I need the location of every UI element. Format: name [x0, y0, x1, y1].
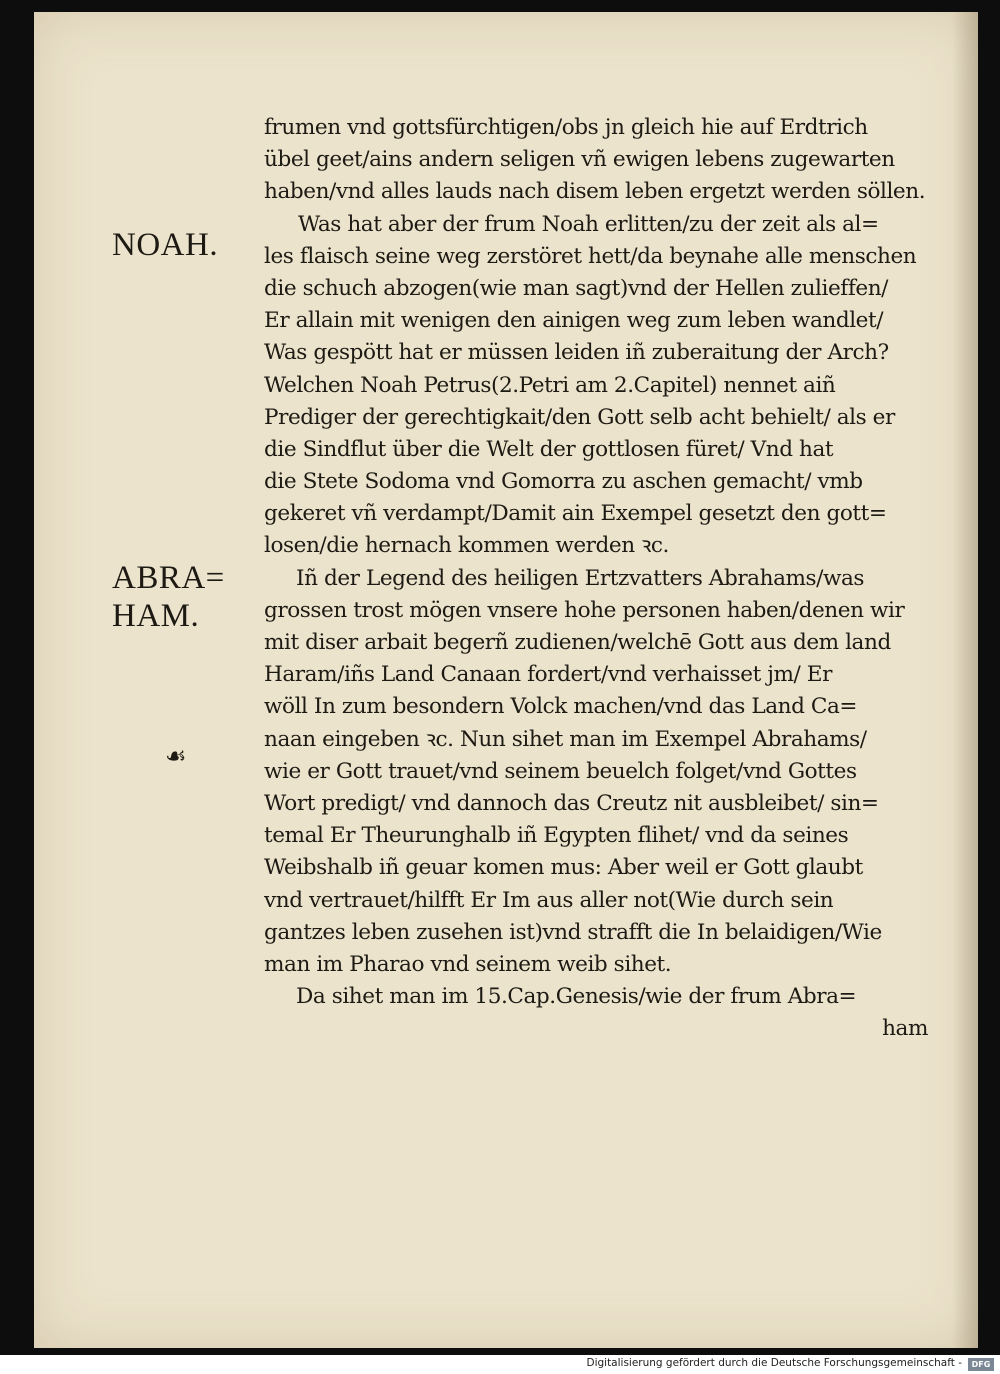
text-line: Weibshalb iñ geuar komen mus: Aber weil er Gott glaubt [264, 855, 863, 881]
text-line: Welchen Noah Petrus(2.Petri am 2.Capitel) nennet aiñ [264, 372, 836, 398]
text-line: Da sihet man im 15.Cap.Genesis/wie der frum Abra= [296, 984, 857, 1010]
text-line: Wort predigt/ vnd dannoch das Creutz nit ausbleibet/ sin= [264, 790, 879, 816]
text-line: gekeret vñ verdampt/Damit ain Exempel gesetzt den gott= [264, 501, 887, 527]
text-line: die Sindflut über die Welt der gottlosen füret/ Vnd hat [264, 436, 834, 462]
text-line: frumen vnd gottsfürchtigen/obs jn gleich hie auf Erdtrich [264, 115, 868, 140]
text-line: die Stete Sodoma vnd Gomorra zu aschen gemacht/ vmb [264, 469, 863, 495]
text-line: man im Pharao vnd seinem weib sihet. [264, 951, 672, 977]
page-edge-shadow [952, 12, 978, 1348]
text-line: mit diser arbait begerñ zudienen/welchē Gott aus dem land [264, 630, 891, 655]
text-line: Haram/iñs Land Canaan fordert/vnd verhaisset jm/ Er [264, 662, 832, 688]
text-line: wöll In zum besondern Volck machen/vnd das Land Ca= [264, 694, 858, 720]
text-line: ham [882, 1016, 928, 1042]
text-line: haben/vnd alles lauds nach disem leben ergetzt werden söllen. [264, 179, 926, 205]
text-line: Prediger der gerechtigkait/den Gott selb acht behielt/ als er [264, 404, 895, 430]
text-line: Was hat aber der frum Noah erlitten/zu der zeit als al= [298, 211, 879, 237]
text-line: les flaisch seine weg zerstöret hett/da beynahe alle menschen [264, 243, 917, 269]
text-line: temal Er Theurunghalb iñ Egypten flihet/ vnd da seines [264, 823, 849, 849]
text-line: naan eingeben ꝛc. Nun sihet man im Exempel Abrahams/ [264, 726, 867, 752]
text-line: die schuch abzogen(wie man sagt)vnd der Hellen zulieffen/ [264, 275, 888, 301]
text-line: losen/die hernach kommen werden ꝛc. [264, 533, 669, 559]
margin-note-noah: NOAH. [112, 227, 219, 263]
text-line: grossen trost mögen vnsere hohe personen haben/denen wir [264, 597, 905, 623]
margin-note-abraham-2: HAM. [112, 598, 200, 634]
text-line: Was gespött hat er müssen leiden iñ zuberaitung der Arch? [264, 340, 889, 366]
text-line: gantzes leben zusehen ist)vnd strafft die In belaidigen/Wie [264, 919, 882, 945]
footer-funding-text: Digitalisierung gefördert durch die Deutsche Forschungsgemeinschaft - [586, 1357, 962, 1369]
text-line: wie er Gott trauet/vnd seinem beuelch folget/vnd Gottes [264, 758, 857, 784]
fleuron-ornament-icon: ☙ [165, 742, 187, 770]
body-text-block [264, 112, 928, 1045]
text-line: übel geet/ains andern seligen vñ ewigen lebens zugewarten [264, 147, 895, 173]
footer-bar [0, 1355, 1000, 1374]
text-line: Iñ der Legend des heiligen Ertzvatters Abrahams/was [296, 565, 865, 591]
margin-note-abraham-1: ABRA= [112, 560, 225, 596]
text-line: vnd vertrauet/hilfft Er Im aus aller not(Wie durch sein [264, 887, 834, 913]
text-line: Er allain mit wenigen den ainigen weg zum leben wandlet/ [264, 308, 884, 334]
dfg-logo: DFG [968, 1358, 994, 1371]
